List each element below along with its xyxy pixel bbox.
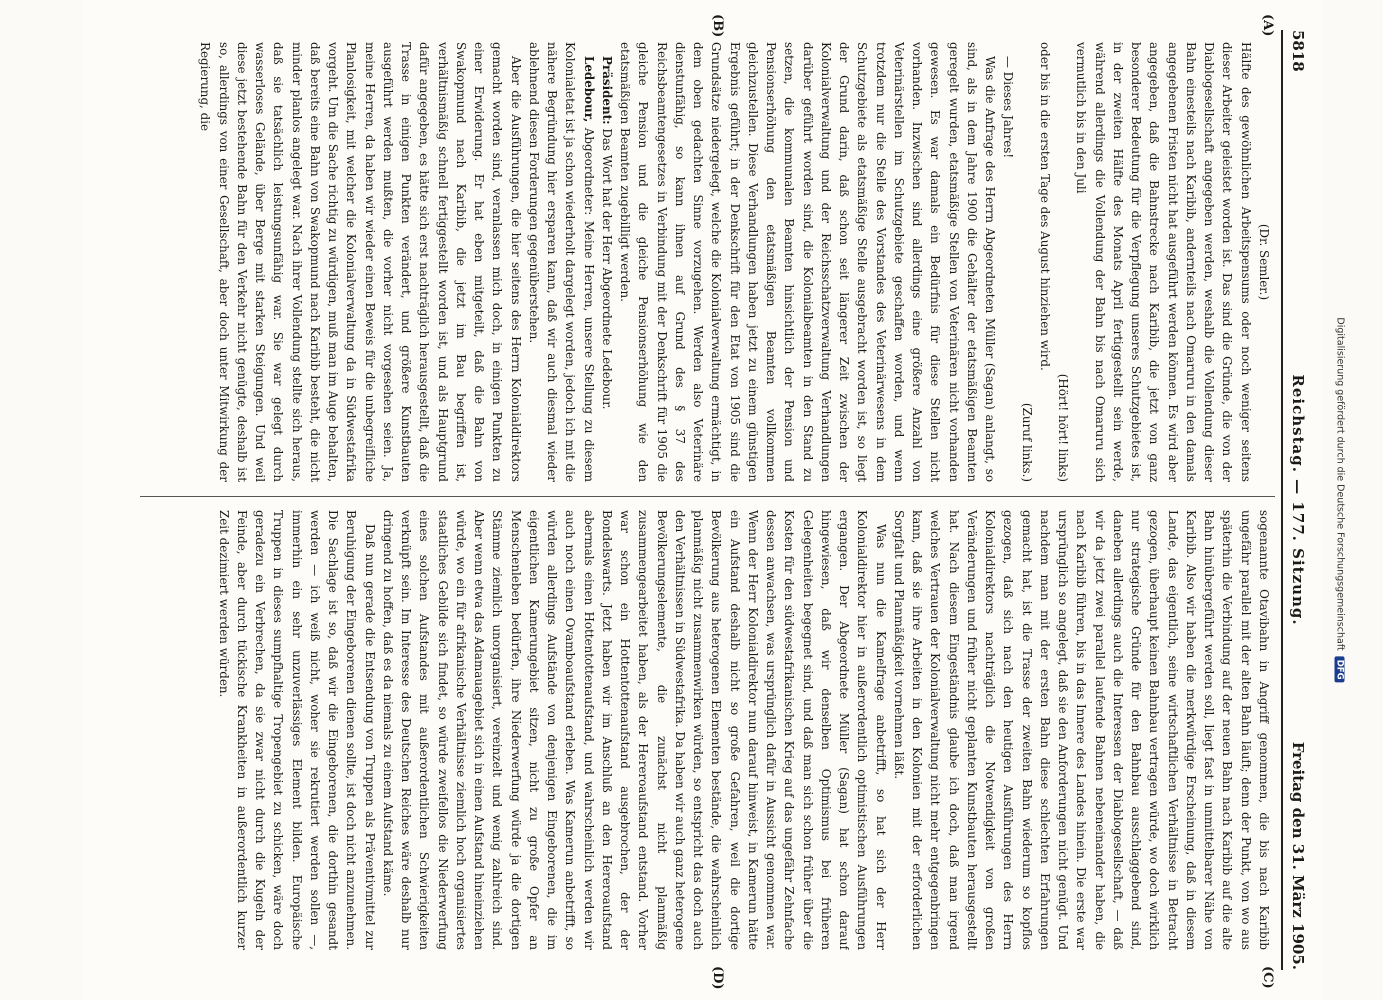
paragraph: Daß nun gerade die Entsendung von Truppen als Präventivmittel zur Beruhigung der Eingeborenen dienen sollte, ist doch nicht anzunehmen. Die Sachlage ist so, daß wir die Eingeborenen, die dorthin gesandt werden — ich weiß nicht, woher sie rekrutiert werden sollen —, immerhin ein sehr unzuverlässiges Element bilden. Europäische Truppen in dieses sumpfhaltige Tropengebiet zu schicken, wäre doch geradezu ein Verbrechen, da sie zwar nicht durch die Kugeln der Feinde, aber durch tückische Krankheiten in außerordentlich kurzer Zeit dezimiert werden würden.: [216, 510, 377, 950]
interjection: (Zuruf links.): [1019, 402, 1034, 482]
funding-notice-text: Digitalisierung gefördert durch die Deutsche Forschungsgemeinschaft: [1334, 317, 1346, 651]
column-divider: [140, 496, 1275, 497]
margin-mark-a: (A): [1260, 14, 1275, 37]
margin-mark-d: (D): [710, 966, 725, 990]
margin-mark-b: (B): [710, 14, 725, 38]
paragraph: [598, 42, 616, 482]
speaker-name: Präsident:: [600, 56, 614, 125]
speaker-name: Ledebour,: [581, 56, 596, 123]
interjection: (Hört! hört! links): [1056, 373, 1071, 482]
page-header: [1281, 30, 1311, 970]
session-date: Freitag den 31. März 1905.: [1289, 741, 1307, 970]
header-rule: [1281, 30, 1283, 970]
rotated-scanned-page: [83, 0, 1323, 1000]
dfg-logo: DFG: [1335, 657, 1345, 683]
funding-notice: [1335, 317, 1346, 682]
left-column: [138, 42, 1273, 482]
speaker-tag: (Dr. Semler.): [1257, 223, 1271, 301]
paragraph: — Dieses Jahres!: [1001, 56, 1016, 159]
paragraph: oder bis in die ersten Tage des August hinziehen wird.: [1038, 42, 1052, 371]
page-number: 5818: [1289, 30, 1307, 72]
right-column: [138, 510, 1273, 950]
paragraph: Hälfte des gewöhnlichen Arbeitspensums oder noch weniger seitens dieser Arbeiter geleistet worden ist. Das sind die Gründe, die von der Diablogesellschaft angegeben werden, weshalb die Vollendung dieser Bahn einesteils nach Karibib, andernteils nach Omaruru in den damals angegebenen Fristen nicht hat ausgeführt werden können. Es wird aber angegeben, daß die Bahnstrecke nach Karibib, die jetzt von ganz besonderer Bedeutung für die Verpflegung unseres Schutzgebietes ist, in der zweiten Hälfte des Monats April fertiggestellt sein werde, während allerdings die Vollendung der Bahn bis nach Omaruru sich vermutlich bis in den Juli: [1074, 42, 1253, 482]
paragraph: Was nun die Kamelfrage anbetrifft, so hat sich der Herr Kolonialdirektor hier in außerordentlich optimistischen Ausführungen ergangen. Der Abgeordnete Müller (Sagan) hat schon darauf hingewiesen, daß wir denselben Optimismus bei früheren Gelegenheiten begegnet sind, und daß man sich schon früher über die Kosten für den südwestafrikanischen Krieg auf das ungefähr Zehnfache dessen anwachsen, was ursprünglich dafür in Aussicht genommen war. Wenn der Herr Kolonialdirektor nun darauf hinweist, in Kamerun hätte ein Aufstand deshalb nicht so große Gefahren, weil die dortige Bevölkerung aus heterogenen Elementen bestände, die wahrscheinlich planmäßig nicht zusammenwirken würden, so entspricht das doch auch den Verhältnissen in Südwestafrika. Da haben wir auch ganz heterogene Bevölkerungselemente, die zunächst nicht planmäßig zusammengearbeitet haben, als der Hereroaufstand entstand. Vorher war schon ein Hottentottenaufstand ausgebrochen, der der Bondelswarts. Jetzt haben wir im Anschluß an den Hereroaufstand abermals einen Hottentottenaufstand, und wahrscheinlich werden wir auch noch einen Ovamboaufstand erleben. Was Kamerun anbetrifft, so würden allerdings Aufstände von denjenigen Eingeborenen, die im eigentlichen Kamerungebiet sitzen, nicht zu große Opfer an Menschenleben bedürfen, ihre Niederwerfung würde ja die dortigen Stämme ziemlich unorganisiert, vereinzelt und wenig zahlreich sind. Aber wenn etwa das Adamauagebiet sich in einen Aufstand hineinziehen würde, wo ein für afrikanische Verhältnisse ziemlich hoch organisiertes staatliches Gebilde sich findet, so würde zweifellos die Niederwerfung eines solchen Aufstandes mit außerordentlichen Schwierigkeiten verknüpft sein. Im Interesse des Deutschen Reiches wäre deshalb nur dringend zu hoffen, daß es da niemals zu einem Aufstand käme.: [381, 510, 888, 950]
paragraph: [525, 42, 598, 482]
session-title: Reichstag. — 177. Sitzung.: [1289, 374, 1307, 626]
margin-mark-c: (C): [1260, 966, 1275, 989]
paragraph-text: Das Wort hat der Herr Abgeordnete Ledebour.: [600, 128, 614, 410]
paragraph: Was die Anfrage des Herrn Abgeordneten Müller (Sagan) anlangt, so sind, als in dem Jahre 1900 die Gehälter der etatsmäßigen Beamten geregelt wurden, etatsmäßige Stellen von Veterinären nicht vorhanden gewesen. Es war damals ein Bedürfnis für diese Stellen nicht vorhanden. Inzwischen sind allerdings eine größere Anzahl von Veterinärstellen im Schutzgebiete geschaffen worden, und wenn trotzdem nur die Stelle des Vorstandes des Veterinärwesens in dem Schutzgebiete als etatsmäßige Stelle ausgebracht worden ist, so liegt der Grund darin, daß schon seit längerer Zeit zwischen der Kolonialverwaltung und der Reichsschatzverwaltung Verhandlungen darüber geführt worden sind, die Kolonialbeamten in den Stand zu setzen, die kommunalen Beamten hinsichtlich der Pension und Pensionserhöhung den etatsmäßigen Beamten vollkommen gleichzustellen. Diese Verhandlungen haben jetzt zu einem günstigen Ergebnis geführt; in der Denkschrift für den Etat von 1905 sind die Grundsätze niedergelegt, welche die Kolonialverwaltung ermächtigt, in dem oben gedachten Sinne vorzugehen. Werden also Veterinäre dienstunfähig, so kann ihnen auf Grund des § 37 des Reichsbeamtengesetzes in Verbindung mit der Denkschrift für 1905 die gleiche Pension und die gleiche Pensionserhöhung wie den etatsmäßigen Beamten zugebilligt werden.: [618, 42, 998, 482]
paragraph: sogenannte Otavibahn in Angriff genommen, die bis nach Karibib ungefähr parallel mit der alten Bahn läuft; denn der Punkt, von wo aus späterhin die Verbindung auf der neuen Bahn nach Karibib auf die alte Bahn hinübergeführt werden soll, liegt fast in unmittelbarer Nähe von Karibib. Also wir haben die merkwürdige Erscheinung, daß in diesem Lande, das eigentlich, seine wirtschaftlichen Verhältnisse in Betracht gezogen, überhaupt keinen Bahnbau vertragen würde, wo doch wirklich nur strategische Gründe für den Bahnbau ausschlaggebend sind, daneben allerdings auch die Interessen der Diablogesellschaft, — daß wir da jetzt zwei parallel laufende Bahnen nebeneinander haben, die nach Karibib führen, bis in das Innere des Landes hinein. Die erste war ursprünglich so angelegt, daß sie den Anforderungen nicht genügt. Und nachdem man mit der ersten Bahn diese schlechten Erfahrungen gemacht hat, ist die Trasse der zweiten Bahn wiederum so kopflos gezogen, daß sich nach den heutigen Ausführungen des Herrn Kolonialdirektors nachträglich die Notwendigkeit von großen Veränderungen und früher nicht geplanten Kunstbauten herausgestellt hat. Nach diesem Eingeständnis glaube ich doch, daß man irgend welches Vertrauen der Kolonialverwaltung nicht mehr entgegenbringen kann, daß sie ihre Arbeiten in den Kolonien mit der erforderlichen Sorgfalt und Planmäßigkeit vornehmen läßt.: [892, 510, 1271, 950]
paragraph: Aber die Ausführungen, die hier seitens des Herrn Kolonialdirektors gemacht worden sind, veranlassen mich doch, in einigen Punkten zu einer Erwiderung. Er hat eben mitgeteilt, daß die Bahn von Swakopmund nach Karibib, die jetzt im Bau begriffen ist, verhältnismäßig schnell fertiggestellt worden ist, und als Hauptgrund dafür angegeben, es hätte sich erst nachträglich herausgestellt, daß die Trasse in einigen Punkten verändert, und größere Kunstbauten ausgeführt werden mußten, die vorher nicht vorgesehen seien. Ja, meine Herren, da haben wir wieder einen Beweis für die unbegreifliche Planlosigkeit, mit welcher die Kolonialverwaltung da in Südwestafrika vorgeht. Um die Sache richtig zu würdigen, muß man im Auge behalten, daß bereits eine Bahn von Swakopmund nach Karibib besteht, die nicht minder planlos angelegt war. Nach ihrer Vollendung stellte sich heraus, daß sie tatsächlich leistungsunfähig war. Sie war gelegt durch wasserloses Gelände, über Berge mit starken Steigungen. Und weil diese jetzt bestehende Bahn für den Verkehr nicht genügte, deshalb ist so, allerdings von einer Gesellschaft, aber doch unter Mitwirkung der Regierung, die: [198, 42, 523, 482]
paragraph-text: Abgeordneter: Meine Herren, unsere Stellung zu diesem Kolonialetat ist ja schon wiederholt dargelegt worden, jedoch ich mit die nähere Begründung hier ersparen kann, daß wir auch diesmal wieder ablehnend diesen Forderungen gegenüberstehen.: [527, 42, 596, 482]
